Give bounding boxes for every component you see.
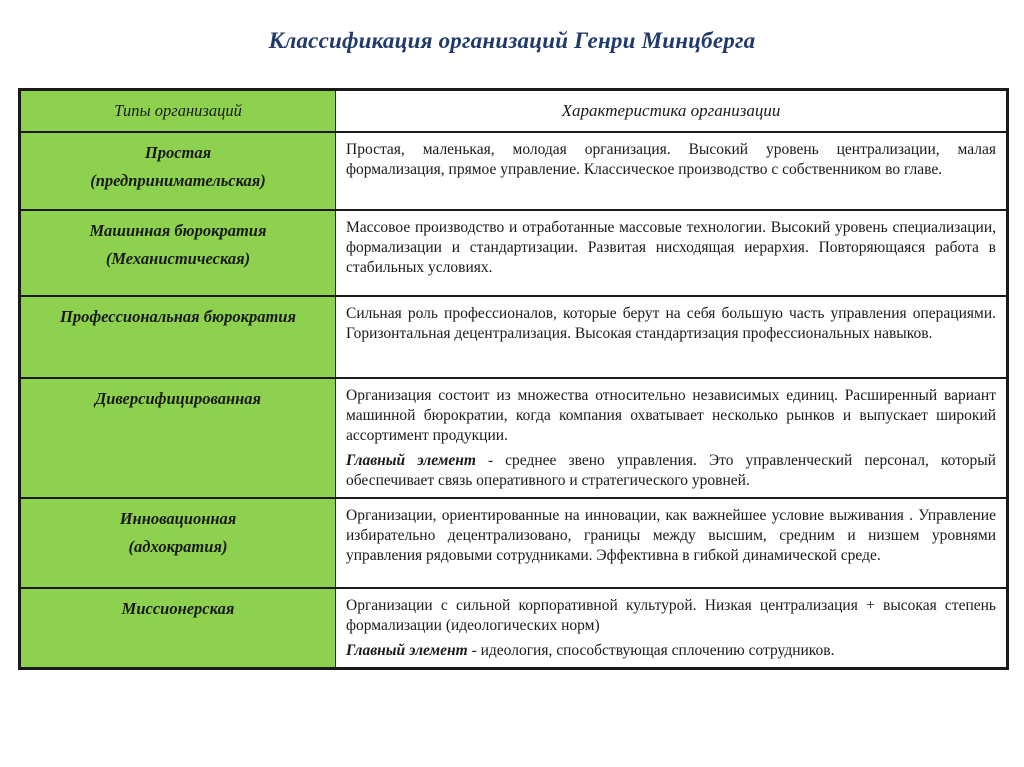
- key-element-label: Главный элемент: [346, 642, 468, 659]
- org-type-label: Миссионерская: [121, 599, 235, 618]
- org-type-label: (предпринимательская): [90, 171, 266, 190]
- description-paragraph: [346, 304, 996, 344]
- table-row: [20, 132, 1008, 210]
- org-description-cell: [336, 378, 1008, 498]
- description-paragraph: [346, 506, 996, 566]
- description-text: Организации с сильной корпоративной культурой. Низкая централизация + высокая степень формализации (идеологических норм): [346, 597, 996, 634]
- description-text: Организации, ориентированные на инновации, как важнейшее условие выживания . Управление избирательно децентрализовано, границы между высшим, средним и низшем уровнями управления рядовыми сотрудниками. Эффективна в гибкой динамической среде.: [346, 507, 996, 564]
- description-text: Массовое производство и отработанные массовые технологии. Высокий уровень специализации, формализации и стандартизации. Развитая нисходящая иерархия. Повторяющаяся работа в стабильных условиях.: [346, 219, 996, 276]
- classification-table: [18, 88, 1009, 670]
- page-title: Классификация организаций Генри Минцберга: [268, 28, 756, 53]
- org-description-cell: [336, 210, 1008, 296]
- org-type-label: Простая: [144, 143, 212, 162]
- description-paragraph: [346, 641, 996, 661]
- org-type-label: Инновационная: [119, 509, 237, 528]
- table-row: [20, 498, 1008, 588]
- description-paragraph: [346, 596, 996, 636]
- description-paragraph: [346, 140, 996, 180]
- org-type-cell: [20, 588, 336, 669]
- key-element-label: Главный элемент: [346, 452, 476, 469]
- description-text: - среднее звено управления. Это управленческий персонал, который обеспечивает связь оперативного и стратегического уровней.: [346, 452, 996, 489]
- org-type-cell: [20, 210, 336, 296]
- org-type-label: Машинная бюрократия: [89, 221, 267, 240]
- org-type-label: Диверсифицированная: [94, 389, 262, 408]
- description-text: Организация состоит из множества относительно независимых единиц. Расширенный вариант машинной бюрократии, когда компания охватывает несколько рынков и выпускает широкий ассортимент продукции.: [346, 387, 996, 444]
- org-description-cell: [336, 588, 1008, 669]
- header-characteristic: Характеристика организации: [336, 90, 1008, 133]
- org-type-label: (адхократия): [128, 537, 228, 556]
- table-row: [20, 210, 1008, 296]
- description-text: - идеология, способствующая сплочению сотрудников.: [467, 642, 835, 659]
- table-row: [20, 296, 1008, 378]
- org-type-cell: [20, 132, 336, 210]
- org-type-cell: [20, 498, 336, 588]
- description-paragraph: [346, 451, 996, 491]
- description-text: Сильная роль профессионалов, которые берут на себя большую часть управления операциями. Горизонтальная децентрализация. Высокая стандартизация профессиональных навыков.: [346, 305, 996, 342]
- header-types: Типы организаций: [20, 90, 336, 133]
- description-paragraph: [346, 386, 996, 446]
- org-type-label: (Механистическая): [105, 249, 251, 268]
- org-type-cell: [20, 296, 336, 378]
- org-description-cell: [336, 296, 1008, 378]
- description-text: Простая, маленькая, молодая организация. Высокий уровень централизации, малая формализация, прямое управление. Классическое производство с собственником во главе.: [346, 141, 996, 178]
- description-paragraph: [346, 218, 996, 278]
- org-description-cell: [336, 132, 1008, 210]
- table-row: [20, 588, 1008, 669]
- table-row: [20, 378, 1008, 498]
- org-type-label: Профессиональная бюрократия: [60, 307, 296, 326]
- org-description-cell: [336, 498, 1008, 588]
- table-header-row: [20, 90, 1008, 133]
- org-type-cell: [20, 378, 336, 498]
